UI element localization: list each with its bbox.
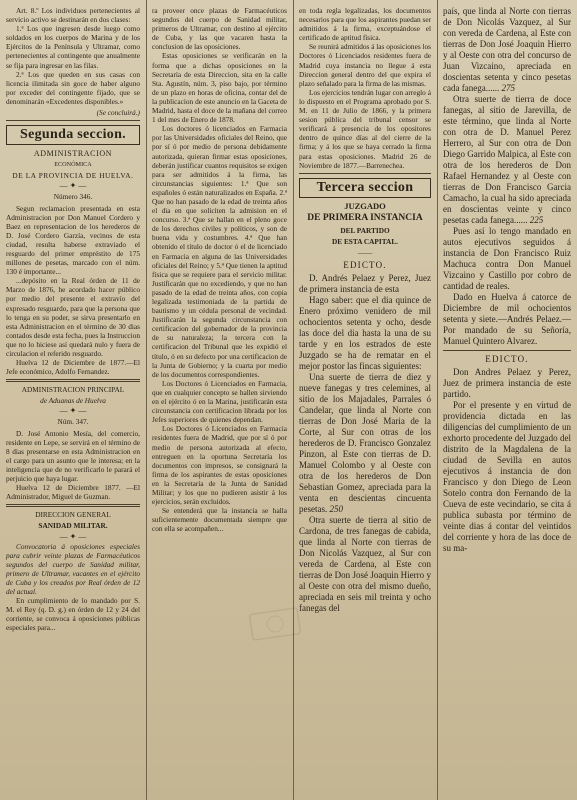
column-3 bbox=[293, 0, 437, 800]
property-text: Otra suerte de tierra de doce fanegas, al sitio de Jarevilla, de este término, que linda al Norte con otra de D. Manuel Perez Herrero, al Sur con otra de Don Diego Garrido Malpica, al Este con otra de los herederos de Don Rafael Hernandez y al Oeste con tierras de Don Francisco Garcia Camacho, la cual ha sido apreciada en doscientas veinte y cinco pesetas cada fanega...... bbox=[443, 94, 571, 225]
court-title: JUZGADO bbox=[344, 200, 386, 211]
column-1 bbox=[0, 0, 146, 800]
notice-number: Número 346. bbox=[53, 192, 93, 202]
ornament: — ✦ — bbox=[59, 531, 87, 541]
paragraph: Se reunirá admitidos á las oposiciones los Doctores ó Licenciados residentes fuera de Madrid cuya instancia no llegue á esta Direccion general dentro del que expira el plazo señalado para la firma de las mismas. bbox=[299, 42, 431, 88]
judge-name: Don Andres Pelaez y Perez, Juez de primera instancia de este partido. bbox=[443, 367, 571, 400]
paragraph: Hago saber: que el dia quince de Enero próximo venidero de mil ochocientos setenta y ocho, desde las doce del dia hasta la una de su tarde y en los estrados de este Juzgado se ha de rematar en el mejor postor las fincas siguientes: bbox=[299, 295, 431, 372]
property-price: 275 bbox=[501, 83, 515, 93]
paragraph: D. José Antonio Mesía, del comercio, residente en Lepe, se servirá en el término de 8 dias presentarse en esta Administracion en el cargo para un asunto que le interesa; en la inteligencia que de no verificarlo le parará el perjuicio que haya lugar. bbox=[6, 428, 140, 484]
sanidad-subtitle: SANIDAD MILITAR. bbox=[38, 521, 108, 531]
section-title: Segunda seccion. bbox=[6, 125, 140, 145]
property-item: Otra suerte de tierra al sitio de Cardona, de tres fanegas de cabida, que linda al Norte con tierras de Don Nicolás Vazquez, al Sur con vereda de Cardena, al Este con tierras de Don José Joaquin Hierro y al Oeste con otra del mismo dueño, apreciada en seis mil treinta y ocho fanegas del bbox=[299, 515, 431, 614]
paragraph: Por el presente y en virtud de providencia dictada en las diligencias del cumplimiento de un exhorto procedente del Juzgado del distrito de la Magdalena de la ciudad de Sevilla en autos ejecutivos á instancia de don Francisco y don Diego de Leon Sotelo contra don Fernando de la Cueva de este vecindario, se cita á publica subasta por término de veinte dias á contar del veintidos del corriente y hora de las doce de su ma- bbox=[443, 400, 571, 554]
paragraph: Segun reclamacion presentada en esta Administracion por Don Manuel Cordero y Baez en representacion de los herederos de D. José Cordero Garzía, vecinos de esta ciudad, resulta haberse extraviado el resguardo del primer empréstito de 175 millones de pesetas, marcado con el núm. 130 é importante... bbox=[6, 203, 140, 277]
property-text: Una suerte de tierra de diez y nueve fanegas y tres celemines, al sitio de los Majadales, Parrales ó Candelar, que linda al Norte con tierras de Don José Maria de la Corte, al Sur con otras de los herederos de D. Francisco Gonzalez Pinzon, al Este con tierras de D. Manuel Colombo y al Oeste con otra de los herederos de Don Sebastian Gomez, apreciada para la venta en descientas cincuenta pesetas. bbox=[299, 372, 431, 515]
sanidad-title: DIRECCION GENERAL bbox=[35, 510, 111, 520]
divider bbox=[6, 379, 140, 382]
edict-title: EDICTO. bbox=[485, 354, 529, 364]
divider bbox=[443, 350, 571, 351]
property-item bbox=[443, 94, 571, 226]
ornament: —— bbox=[357, 247, 373, 257]
column-4 bbox=[437, 0, 577, 800]
section-title: Tercera seccion bbox=[299, 178, 431, 198]
paragraph: Estas oposiciones se verificarán en la forma que a dichas oposiciones en la Secretaría de esta Direccion, sita en la calle Sta. Agustín, núm. 3, piso bajo, por término de un plazo en horas de oficina, contar del de la publicacion de este anuncio en la Gaceta de Madrid, hasta el doce de la mañana del correo 1 del mes de Enero de 1878. bbox=[152, 51, 287, 125]
paragraph: Se entenderá que la instancia se halla suficientemente documentada siempre que con ella se acompañen... bbox=[152, 506, 287, 534]
divider bbox=[6, 504, 140, 507]
property-text: país, que linda al Norte con tierras de Don Nicolás Vazquez, al Sur con vereda de Cardena, al Este con tierras de Don José Joaquin Hierro y al Oeste con otra del concurso de Juan Vizcaino, apreciada en doscientas setenta y cinco pesetas cada fanega...... bbox=[443, 6, 571, 93]
ornament: — ✦ — bbox=[59, 406, 87, 416]
paragraph: en toda regla legalizadas, los documentos necesarios para que los aspirantes puedan ser admitidos á la firma, exceptuándose el certificado de aptitud física. bbox=[299, 6, 431, 43]
paragraph: ...depósito en la Real órden de 11 de Marzo de 1876, he acordado hacer público por medio del presente el extravío del expresado resguardo, para que la persona que lo tenga en su poder, se sirva presentarlo en esta Administracion en el término de 30 dias contados desde esta fecha, pues la Instruccion que no lo hiciese así quedará nulo y fuera de circulacion el referido resguardo. bbox=[6, 276, 140, 358]
convocatoria: Convocatoria á oposiciones especiales para cubrir veinte plazas de Farmacéuticos segundos del cuerpo de Sanidad militar, primero de Ultramar, vacantes en el ejército de Cuba y los creados por Real órden de 12 del actual. bbox=[6, 541, 140, 596]
admin-title: ADMINISTRACION bbox=[33, 149, 113, 159]
ornament: — ✦ — bbox=[59, 181, 87, 191]
notice-number: Núm. 347. bbox=[57, 417, 89, 427]
paragraph: Los ejercicios tendrán lugar con arreglo á lo dispuesto en el Programa aprobado por S. M. en 11 de Julio de 1866, y la primera sesion pública del tribunal censor se verificará á presencia de los opositores dentro de quince días al del cierre de la firma; y á los que se haya cerrado la firma para estas oposiciones. Madrid 26 de Noviembre de 1877.—Barrenechea. bbox=[299, 87, 431, 170]
judge-name: D. Andrés Pelaez y Perez, Juez de primera instancia de esta bbox=[299, 273, 431, 295]
paragraph: Los Doctores ó Licenciados en Farmacia residentes fuera de Madrid, que por sí ó por medio de persona autorizada al efecto, entreguen en la oportuna Secretaría los documentos con impresos, se consignará la firma de los aspirantes de estas oposiciones en la Secretaría de la Junta de Sanidad Militar; y los que no pudieren asistir á los ejercicios, serán excluidos. bbox=[152, 424, 287, 507]
admin2-subtitle: de Aduanas de Huelva bbox=[40, 396, 106, 406]
divider bbox=[6, 120, 140, 121]
admin2-title: ADMINISTRACION PRINCIPAL bbox=[21, 385, 125, 395]
court-district: DEL PARTIDO bbox=[340, 225, 390, 235]
admin-subtitle: ECONÓMICA bbox=[54, 161, 92, 169]
column-2 bbox=[146, 0, 293, 800]
property-price: 250 bbox=[329, 504, 343, 515]
signature-line: Huelva 12 de Diciembre de 1877.—El Jefe económico, Adolfo Fernandez. bbox=[6, 358, 140, 377]
paragraph: ra proveer once plazas de Farmacéuticos segundos del cuerpo de Sanidad militar, primeros de Ultramar, con destino al ejército de Cuba, y las que vacaren hasta la conclusion de las oposiciones. bbox=[152, 6, 287, 52]
paragraph: Art. 8.º Los individuos pertenecientes al servicio activo se destinarán en dos clases: bbox=[6, 6, 140, 25]
signature-line: Huelva 12 de Diciembre 1877. —El Administrador, Miguel de Guzman. bbox=[6, 483, 140, 502]
paragraph: En cumplimiento de lo mandado por S. M. el Rey (q. D. g.) en órden de 12 y 24 del corriente, se convoca á oposiciones públicas especiales para... bbox=[6, 596, 140, 633]
property-price: 225 bbox=[529, 215, 544, 225]
paragraph: Pues así lo tengo mandado en autos ejecutivos seguidos á instancia de Don Francisco Ruiz Machuca contra Don Manuel Vizcaino y Castillo por cobro de cantidad de reales. bbox=[443, 226, 571, 291]
property-item bbox=[443, 6, 571, 94]
signature-line: Dado en Huelva á catorce de Diciembre de mil ochocientos setenta y siete.—Andrés Pelaez.—Por mandado de su Señoría, Manuel Quintero Alvarez. bbox=[443, 292, 571, 346]
admin-province: DE LA PROVINCIA DE HUELVA. bbox=[12, 171, 134, 181]
paragraph: 1.ª Los que ingresen desde luego como soldados en los cuerpos de Marina y de los Ejércitos de la Península y Ultramar, como pertenecientes al contingente que anualmente se fija para ingresar en las filas. bbox=[6, 24, 140, 70]
edict-title: EDICTO. bbox=[343, 260, 387, 271]
property-item bbox=[299, 372, 431, 515]
divider bbox=[299, 173, 431, 174]
court-subtitle: DE PRIMERA INSTANCIA bbox=[307, 212, 423, 223]
continuation-note: (Se concluirá.) bbox=[96, 108, 140, 118]
court-location: DE ESTA CAPITAL. bbox=[331, 236, 399, 246]
paragraph: 2.ª Los que queden en sus casas con licencia ilimitada sin goce de haber alguno por exceder del contingente fijado, que se denominarán «Excedentes disponibles.» bbox=[6, 69, 140, 106]
paragraph: Los doctores ó licenciados en Farmacia por las Universidades oficiales del Reino, que por sí ó por medio de persona debidamente autorizada, quieran firmar estas oposiciones, deberán justificar cuantos requisitos se exigen para ser admitidos á la firma, las circunstancias siguientes: 1.ª Que son españoles ó están naturalizados en España. 2.ª Que no han pasado de la edad de treinta años el dia en que soliciten la admision en el concurso. 3.ª Que se hallan en el pleno goce de los derechos civiles y políticos, y son de buena vida y costumbres. 4.ª Que han obtenido el título de doctor ó el de licenciado en Farmacia en alguna de las Universidades oficiales del Reino; y 5.ª Que tienen la aptitud física que se requiere para el servicio militar. Justificarán que no excediendo, y que no han pasado de la edad de treinta años, con copia legalizada testimoniada de la partida de bautismo y un cédula personal de vecindad. Justificarán la segunda circunstancia con certificacion del gobernador de la provincia de su naturaleza; la tercera con la certificacion del Tribunal que les expidió el título, ó en su defecto por una certificacion de la Junta de Gobierno; y la cuarta por medio de los documentos correspondientes. bbox=[152, 124, 287, 379]
paragraph: Los Doctores ó Licenciados en Farmacia, que en cualquier concepto se hallen sirviendo en el ejército ó en la Marina, justificarán esta circunstancia con certificacion librada por los Jefes superiores de quienes dependan. bbox=[152, 378, 287, 425]
